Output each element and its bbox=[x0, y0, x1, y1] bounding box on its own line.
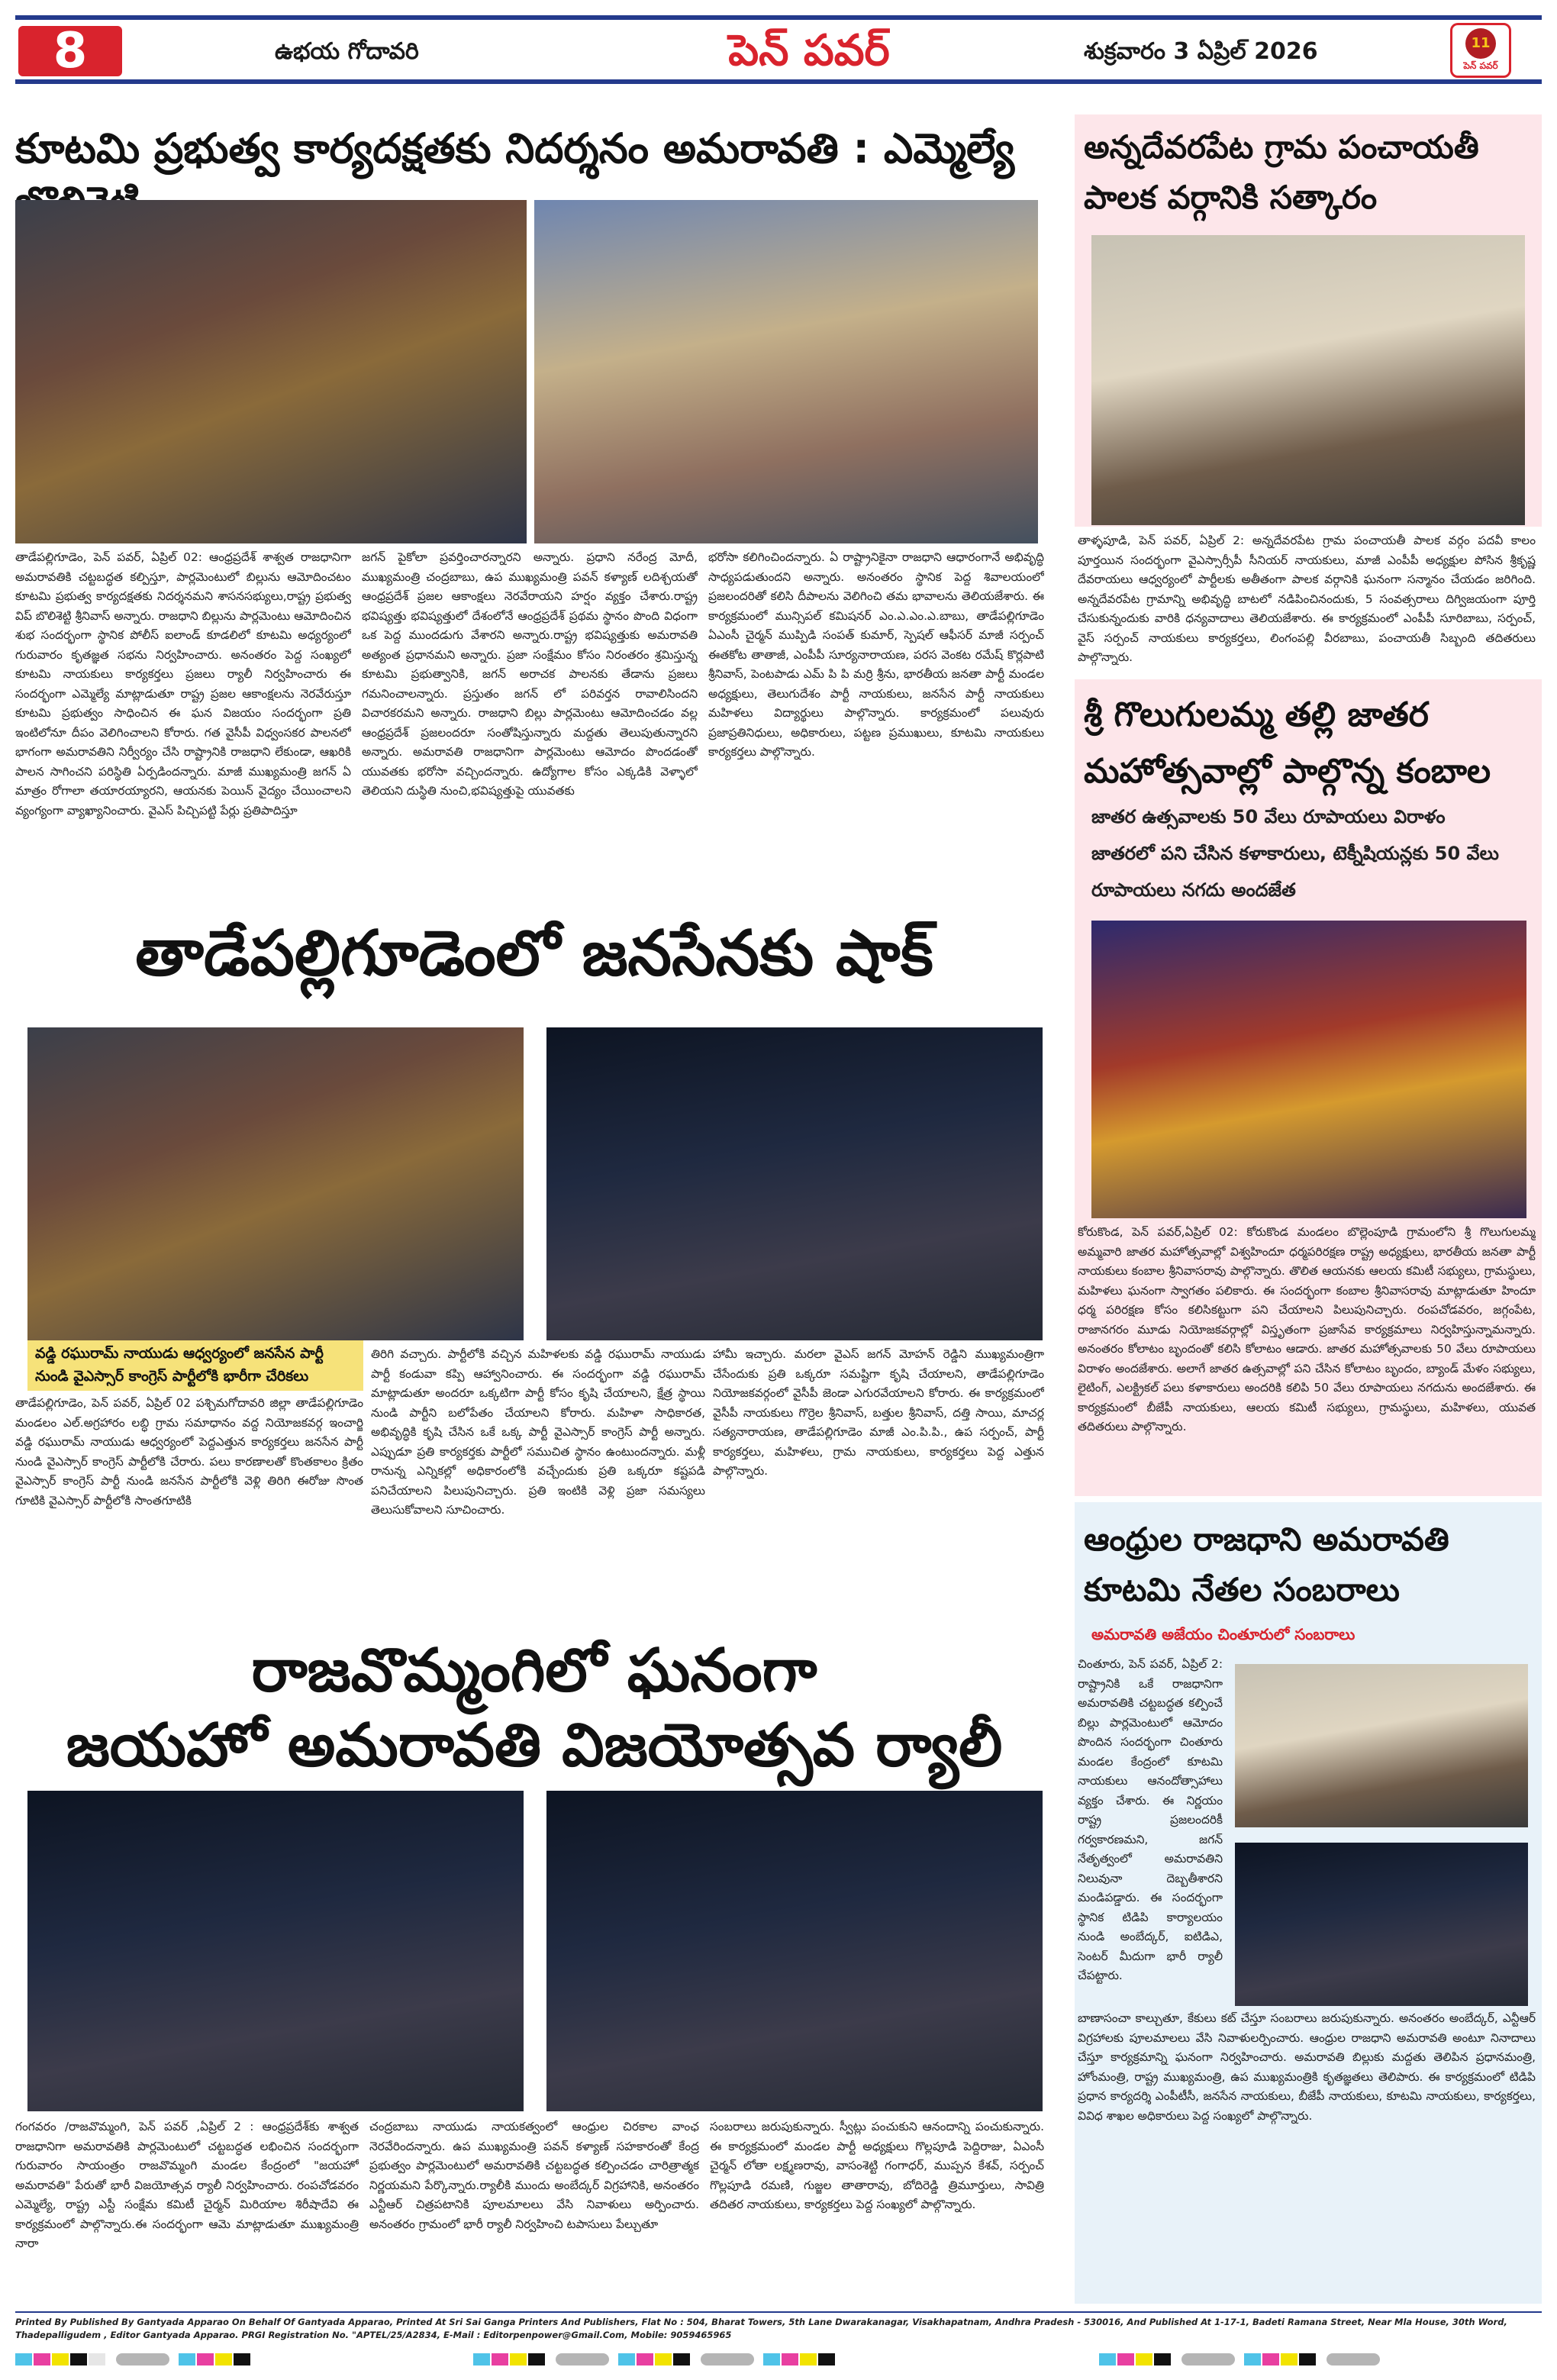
kicker-celebration: అమరావతి అజేయం చింతూరులో సంబరాలు bbox=[1091, 1625, 1356, 1643]
registration-strip-left bbox=[15, 2351, 443, 2368]
dateline: శుక్రవారం 3 ఏప్రిల్ 2026 bbox=[1084, 38, 1318, 65]
photo-candle-rally bbox=[15, 200, 527, 543]
story-amaravati-col1: తాడేపల్లిగూడెం, పెన్ పవర్, ఏప్రిల్ 02: ఆంధ్రప్రదేశ్ శాశ్వత రాజధానిగా అమరావతికి చట్టబద్ధత కల్పిస్తూ, పార్లమెంటులో బిల్లును ఆమోదించటం కూటమి ప్రభుత్వ కార్యదక్షతకు నిదర్శనమని శాసనసభ్యులు,రాష్ట్ర ప్రభుత్వ విప్ బొలిశెట్టి శ్రీనివాస్ అన్నారు. రాజధాని బిల్లును పార్లమెంటు ఆమోదించిన శుభ సందర్భంగా స్థానిక పోలీస్ ఐలాండ్ కూడలిలో కూటమి అధ్యర్యంలో గురువారం కృతజ్ఞత సభను నిర్వహించారు. అనంతరం పెద్ద సంఖ్యలో కూటమి నాయకులు కార్యకర్తలు ప్రజలు ర్యాలీ నిర్వహించారు ఈ సందర్భంగా ఎమ్మెల్యే మాట్లాడుతూ రాష్ట్ర ప్రజల ఆకాంక్షలను నెరవేరుస్తూ కూటమి ప్రభుత్వం సాధించిన ఈ ఘన విజయం సందర్భంగా ప్రతి ఇంటిలోనూ దీపం వెలిగించాలని కోరారు. గత వైసీపీ విధ్వంసకర పాలనలో భాగంగా అమరావతిని నిర్వీర్యం చేసి రాష్ట్రానికి రాజధాని లేకుండా, ఆఖరికి పాలన సాగించని పరిస్థితి ఏర్పడిందన్నారు. మాజీ ముఖ్యమంత్రి జగన్ ఏ మాత్రం రోగాలా తయారయ్యారని, ఆయనకు పెయిన్ వైద్యం చేయించాలని వ్యంగ్యంగా వ్యాఖ్యానించారు. వైఎస్ పిచ్చిపట్టి పేర్లు ప్రతిపాదిస్తూ bbox=[15, 550, 351, 818]
subhead-jatara-donation: జాతర ఉత్సవాలకు 50 వేలు రూపాయలు విరాళం bbox=[1091, 806, 1446, 827]
story-janasena-col1: తాడేపల్లిగూడెం, పెన్ పవర్, ఏప్రిల్ 02 పశ్చిమగోదావరి జిల్లా తాడేపల్లిగూడెం మండలం ఎల్.అగ్రహారం లబ్ధి గ్రామ సమాధానం వద్ద నియోజకవర్గ ఇంచార్జి వడ్డి రఘురామ్ నాయుడు ఆధ్వర్యంలో పెద్దఎత్తున కార్యకర్తలు జనసేన పార్టీ నుండి వైఎస్సార్ కాంగ్రెస్ పార్టీలోకి చేరారు. పలు కారణాలతో కొంతకాలం క్రితం వైఎస్సార్ కాంగ్రెస్ పార్టీ నుండి జనసేన పార్టీలోకి వెళ్లి తిరిగి ఈరోజు సొంత గూటికి వైఎస్సార్ పార్టీలోకి సాంతగూటికి bbox=[15, 1396, 363, 1508]
photo-cake-cutting bbox=[1235, 1664, 1528, 1827]
photo-caption-joining: వడ్డి రఘురామ్ నాయుడు ఆధ్వర్యంలో జనసేన పార్టీ నుండి వైఎస్సార్ కాంగ్రెస్ పార్టీలోకి భారీగా చేరికలు bbox=[27, 1340, 363, 1391]
story-amaravati-col3: భరోసా కలిగించిందన్నారు. ఏ రాష్ట్రానికైనా రాజధాని ఆధారంగానే అభివృద్ధి సాధ్యపడుతుందని అన్నారు. అనంతరం స్థానిక పెద్ద శివాలయంలో ప్రజలందరితో కలిసి దీపాలను వెలిగించి తమ భావాలను తెలియజేశారు. ఈ కార్యక్రమంలో మున్సిపల్ కమిషనర్ ఎం.ఎ.ఎం.ఎ.బాబు, తాడేపల్లిగూడెం ఏఎంసీ చైర్మన్ ముప్పిడి సంపత్ కుమార్, స్పెషల్ ఆఫీసర్ మాజీ సర్పంచ్ ఈతకోట తాతాజీ, ఎంపీపీ సూర్యనారాయణ, పరస వెంకట రమేష్ కొర్లపాటి శ్రీనివాస్, పెంటపాడు ఎమ్ పి పి మర్రి శ్రీను, భారతీయ జనతా పార్టీ మండల అధ్యక్షులు, తెలుగుదేశం పార్టీ నాయకులు, జనసేన పార్టీ నాయకులు మహిళలు విద్యార్థులు పాల్గొన్నారు. కార్యక్రమంలో పలువురు ప్రజాప్రతినిధులు, అధికారులు, పట్టణ ప్రముఖులు, కూటమి నాయకులు కార్యకర్తలు పాల్గొన్నారు. bbox=[708, 550, 1044, 759]
masthead-bottom-rule bbox=[15, 79, 1542, 84]
photo-goddess-temple bbox=[1091, 921, 1526, 1218]
subhead-jatara-artists: జాతరలో పని చేసిన కళాకారులు, టెక్నీషియన్లకు 50 వేలు రూపాయలు నగదు అందజేత bbox=[1091, 843, 1499, 901]
headline-rally bbox=[15, 1633, 1053, 1783]
newspaper-brand: పెన్ పవర్ bbox=[728, 25, 890, 76]
side-celebration-body-wide: బాణాసంచా కాల్చుతూ, కేకులు కట్ చేస్తూ సంబరాలు జరుపుకున్నారు. అనంతరం అంబేద్కర్, ఎన్టీఆర్ విగ్రహాలకు పూలమాలలు వేసి నివాళులర్పించారు. ఆంధ్రుల రాజధాని అమరావతి అంటూ నినాదాలు చేస్తూ కార్యక్రమాన్ని ఘనంగా నిర్వహించారు. అమరావతి బిల్లుకు మద్దతు తెలిపిన ప్రధానమంత్రి, హోంమంత్రి, రాష్ట్ర ముఖ్యమంత్రి, ఉప ముఖ్యమంత్రికి కృతజ్ఞతలు తెలిపారు. ఈ కార్యక్రమంలో టిడిపి ప్రధాన కార్యదర్శి ఎంపీటీసీ, జనసేన నాయకులు, బీజేపీ నాయకులు, కూటమి నాయకులు, కార్యకర్తలు, వివిధ శాఖల అధికారులు పెద్ద సంఖ్యలో పాల్గొన్నారు. bbox=[1078, 2011, 1536, 2123]
photo-ambedkar-statue bbox=[546, 1791, 1043, 2111]
registration-strip-center bbox=[473, 2351, 1053, 2368]
side-celebration-body-narrow: చింతూరు, పెన్ పవర్, ఏప్రిల్ 2: రాష్ట్రానికి ఒకే రాజధానిగా అమరావతికి చట్టబద్ధత కల్పించే బిల్లు పార్లమెంటులో ఆమోదం పొందిన సందర్భంగా చింతూరు మండల కేంద్రంలో కూటమి నాయకులు ఆనందోత్సాహాలు వ్యక్తం చేశారు. ఈ నిర్ణయం రాష్ట్ర ప్రజలందరికీ గర్వకారణమని, జగన్ నేతృత్వంలో అమరావతిని నిలువునా దెబ్బతీశారని మండిపడ్డారు. ఈ సందర్భంగా స్థానిక టిడిపి కార్యాలయం నుండి అంబేద్కర్, ఐటిడిఎ, సెంటర్ మీదుగా భారీ ర్యాలీ చేపట్టారు. bbox=[1078, 1657, 1223, 1982]
headline-celebration: ఆంధ్రుల రాజధాని అమరావతి కూటమి నేతల సంబరాలు bbox=[1084, 1521, 1449, 1608]
logo-number: 11 bbox=[1465, 28, 1496, 59]
story-rally-col3: సంబరాలు జరుపుకున్నారు. స్వీట్లు పంచుకుని ఆనందాన్ని పంచుకున్నారు. ఈ కార్యక్రమంలో మండల పార్టీ అధ్యక్షులు గొల్లపూడి పెద్దిరాజు, ఏఎంసీ చైర్మన్ లోతా లక్ష్మణరావు, వాసంశెట్టి గంగాధర్, ముప్పన కేశవ్, సర్పంచ్ గొల్లపూడి రమణి, గుజ్జల తాతారావు, బోదిరెడ్డి త్రిమూర్తులు, సావిత్రి తదితర నాయకులు, కార్యకర్తలు పెద్ద సంఖ్యలో పాల్గొన్నారు. bbox=[710, 2120, 1044, 2211]
side-jatara-body: కోరుకొండ, పెన్ పవర్,ఏప్రిల్ 02: కోరుకొండ మండలం బొల్లెంపూడి గ్రామంలోని శ్రీ గొలుగులమ్మ అమ్మవారి జాతర మహోత్సవాల్లో విశ్వహిందూ ధర్మపరిరక్షణ రాష్ట్ర అధ్యక్షులు, భారతీయ జనతా పార్టీ నాయకులు కంబాల శ్రీనివాసరావు పాల్గొన్నారు. తొలిత ఆయనకు ఆలయ కమిటీ సభ్యులు, గ్రామస్థులు, మహిళలు ఘనంగా స్వాగతం పలికారు. ఈ సందర్భంగా కంబాల శ్రీనివాసరావు మాట్లాడుతూ హిందూ ధర్మ పరిరక్షణ కోసం కలిసికట్టుగా పని చేయాలని పిలుపునిచ్చారు. రంపచోడవరం, జగ్గంపేట, రాజానగరం మూడు నియోజకవర్గాల్లో విస్తృతంగా ప్రజాసేవ కార్యక్రమాలు నిర్వహిస్తున్నామన్నారు. అనంతరం కోలాటం బృందంతో కలిసి కోలాటం ఆడారు. జాతర మహోత్సవాలకు 50 వేలు రూపాయలు విరాళం అందజేశారు. అలాగే జాతర ఉత్సవాల్లో పని చేసిన కోలాటం బృందం, బ్యాండ్ మేళం సభ్యులు, లైటింగ్, ఎలక్ట్రికల్ పలు కళాకారులు అందరికి కలిపి 50 వేలు రూపాయలు నగదును అందజేశారు. ఈ కార్యక్రమంలో బీజేపీ నాయకులు, ఆలయ కమిటీ సభ్యులు, గ్రామస్థులు, మహిళలు, యువత తదితరులు పాల్గొన్నారు. bbox=[1078, 1225, 1536, 1433]
logo-text: పెన్ పవర్ bbox=[1463, 60, 1498, 71]
photo-women-gathering bbox=[546, 1027, 1043, 1340]
headline-felicitation: అన్నదేవరపేట గ్రామ పంచాయతీ పాలక వర్గానికి సత్కారం bbox=[1084, 128, 1479, 216]
headline-rally-line1: రాజవొమ్మంగిలో ఘనంగా bbox=[251, 1637, 817, 1705]
photo-flag-rally bbox=[27, 1791, 524, 2111]
page-number: 8 bbox=[18, 26, 122, 76]
photo-leaders-group bbox=[534, 200, 1038, 543]
photo-felicitation bbox=[1091, 235, 1525, 525]
masthead-top-rule bbox=[15, 15, 1542, 20]
headline-jatara: శ్రీ గొలుగులమ్మ తల్లి జాతర మహోత్సవాల్లో పాల్గొన్న కంబాల bbox=[1084, 695, 1491, 791]
headline-amaravati: కూటమి ప్రభుత్వ కార్యదక్షతకు నిదర్శనం అమరావతి : ఎమ్మెల్యే bbox=[15, 124, 1015, 173]
photo-party-joining bbox=[27, 1027, 524, 1340]
headline-janasena: తాడేపల్లిగూడెంలో జనసేనకు షాక్ bbox=[135, 917, 933, 990]
side-felicitation-body: తాళ్ళపూడి, పెన్ పవర్, ఏప్రిల్ 2: అన్నదేవరపేట గ్రామ పంచాయతీ పాలక వర్గం పదవీ కాలం పూర్తయిన సందర్భంగా వైఎస్సార్సీపీ సీనియర్ నాయకులు, మాజీ ఎంపీపీ అధ్యక్షుల పోసిన శ్రీకృష్ణ దేవరాయలు ఆధ్వర్యంలో పార్టీలకు అతీతంగా పాలక వర్గానికి ఘనంగా సన్మానం చేయడం జరిగింది. అన్నదేవరపేట గ్రామాన్ని అభివృద్ధి బాటలో నడిపించినందుకు, 5 సంవత్సరాలు దిగ్విజయంగా పూర్తి చేసుకున్నందుకు వారికి ధన్యవాదాలు తెలియజేశారు. ఈ కార్యక్రమంలో ఎంపీపీ సూరిబాబు, సర్పంచ్, వైస్ సర్పంచ్ నాయకులు కార్యకర్తలు, లింగంపల్లి వీరబాబు, పంచాయతీ సిబ్బంది తదితరులు పాల్గొన్నారు. bbox=[1078, 534, 1536, 664]
headline-rally-line2: జయహో అమరావతి విజయోత్సవ ర్యాలీ bbox=[66, 1711, 1003, 1780]
photo-night-rally bbox=[1235, 1843, 1528, 2006]
story-rally-col1: గంగవరం /రాజవొమ్మంగి, పెన్ పవర్ ,ఏప్రిల్ 2 : ఆంధ్రప్రదేశ్‌కు శాశ్వత రాజధానిగా అమరావతికి పార్లమెంటులో చట్టబద్ధత లభించిన సందర్భంగా గురువారం సాయంత్రం రాజవొమ్మంగి మండల కేంద్రంలో "జయహో అమరావతి" పేరుతో భారీ విజయోత్సవ ర్యాలీ నిర్వహించారు. రంపచోడవరం ఎమ్మెల్యే, రాష్ట్ర ఎస్టీ సంక్షేమ కమిటీ చైర్మన్ మిరియాల శిరీషాదేవి ఈ కార్యక్రమంలో పాల్గొన్నారు.ఈ సందర్భంగా ఆమె మాట్లాడుతూ ముఖ్యమంత్రి నారా bbox=[15, 2120, 359, 2250]
story-rally-col2: చంద్రబాబు నాయుడు నాయకత్వంలో ఆంధ్రుల చిరకాల వాంఛ నెరవేరిందన్నారు. ఉప ముఖ్యమంత్రి పవన్ కళ్యాణ్ సహకారంతో కేంద్ర ప్రభుత్వం పార్లమెంటులో అమరావతికి చట్టబద్ధత కల్పించడం చారిత్రాత్మక నిర్ణయమని పేర్కొన్నారు.ర్యాలీకి ముందు అంబేద్కర్ విగ్రహానికి, అనంతరం ఎన్టీఆర్ చిత్రపటానికి పూలమాలలు వేసి నివాళులు అర్పించారు. అనంతరం గ్రామంలో భారీ ర్యాలీ నిర్వహించి టపాసులు పేల్చుతూ bbox=[369, 2120, 699, 2231]
imprint-line: Printed By Published By Gantyada Apparao On Behalf Of Gantyada Apparao, Printed At Sri Sai Ganga Printers And Publishers, Flat No : 504, Bharat Towers, 5th Lane Dwarakanagar, Visakhapatnam, Andhra Pradesh - 530016, And Published At 1-17-1, Badeti Ramana Street, Near Mla House, 30th Word, Thadepalligudem , Editor Gantyada Apparao. PRGI Registration No. "APTEL/25/A2834, E-Mail : Editorpenpower@Gmail.Com, Mobile: 9059465965 bbox=[15, 2311, 1542, 2342]
registration-strip-right bbox=[1099, 2351, 1542, 2368]
story-amaravati-col2: జగన్ పైకోలా ప్రవర్తించారన్నారని అన్నారు. ప్రధాని నరేంద్ర మోదీ, ముఖ్యమంత్రి చంద్రబాబు, ఉప ముఖ్యమంత్రి పవన్ కళ్యాణ్ లదిశ్చయతో ఆంధ్రప్రదేశ్ ప్రజల ఆకాంక్షలు నెరవేరాయని హర్షం వ్యక్తం చేశారు.రాష్ట్ర భవిష్యత్తు భవిష్యత్తులో దేశంలోనే ఆంధ్రప్రదేశ్ ప్రథమ స్థానం పొంది విధంగా ఒక పెద్ద ముందడుగు వేశారని అన్నారు.రాష్ట్ర భవిష్యత్తుకు అమరావతి అత్యంత ప్రధానమని అన్నారు. ప్రజా సంక్షేమం కోసం నిరంతరం శ్రమిస్తున్న కూటమి ప్రభుత్వానికి, జగన్ అరాచక పాలనకు తేడాను ప్రజలు గమనించాలన్నారు. ప్రస్తుతం జగన్ లో పరివర్తన రావాలిసిందని విచారకరమని అన్నారు. రాజధాని బిల్లు పార్లమెంటు ఆమోదించడం వల్ల ఆంధ్రప్రదేశ్ ప్రజలందరూ సంతోషిస్తున్నారు మద్దతు తెలుపుతున్నారని అన్నారు. అమరావతి రాజధానిగా పార్లమెంటు ఆమోదం పొందడంతో యువతకు భరోసా వచ్చిందన్నారు. ఉద్యోగాల కోసం ఎక్కడికి వెళ్ళాలో తెలియని దుస్థితి నుంచి,భవిష్యత్తుపై యువతకు bbox=[362, 550, 698, 798]
edition-name: ఉభయ గోదావరి bbox=[275, 38, 419, 65]
brand-logo bbox=[1450, 23, 1511, 78]
story-janasena-col3: హామీ ఇచ్చారు. మరలా వైఎస్ జగన్ మోహన్ రెడ్డిని ముఖ్యమంత్రిగా చేసేందుకు ప్రతి ఒక్కరూ సమష్టిగా కృషి చేయాలని, తాడేపల్లిగూడెం నియోజకవర్గంలో వైసీపీ జెండా ఎగురవేయాలని కోరారు. ఈ కార్యక్రమంలో వైసీపీ నాయకులు గొర్రెల శ్రీనివాస్, బత్తుల శ్రీనివాస్, దత్తి సాయి, మాచర్ల సత్యనారాయణ, తాడేపల్లిగూడెం మాజీ ఎం.పి.పి., ఉప సర్పంచ్, పార్టీ కార్యకర్తలు, మహిళలు, గ్రామ నాయకులు, కార్యకర్తలు పెద్ద ఎత్తున పాల్గొన్నారు. bbox=[713, 1347, 1044, 1478]
story-janasena-col2: తిరిగి వచ్చారు. పార్టీలోకి వచ్చిన మహిళలకు వడ్డి రఘురామ్ నాయుడు పార్టీ కండువా కప్పి ఆహ్వానించారు. ఈ సందర్భంగా వడ్డి రఘురామ్ మాట్లాడుతూ అందరూ ఒక్కటిగా పార్టీ కోసం కృషి చేయాలని, క్షేత్ర స్థాయి నుండి పార్టీని బలోపేతం చేయాలని కోరారు. మహిళా సాధికారత, అభివృద్ధికి కృషి చేసిన ఒకే ఒక్క పార్టీ వైఎస్సార్ కాంగ్రెస్ పార్టీ అన్నారు. ఎప్పుడూ ప్రతి కార్యకర్తకు పార్టీలో సముచిత స్థానం ఉంటుందన్నారు. మళ్లీ రానున్న ఎన్నికల్లో అధికారంలోకి వచ్చేందుకు ప్రతి ఒక్కరూ కష్టపడి పనిచేయాలని పిలుపునిచ్చారు. ప్రతి ఇంటికి వెళ్లి ప్రజా సమస్యలు తెలుసుకోవాలని సూచించారు. bbox=[371, 1347, 705, 1517]
